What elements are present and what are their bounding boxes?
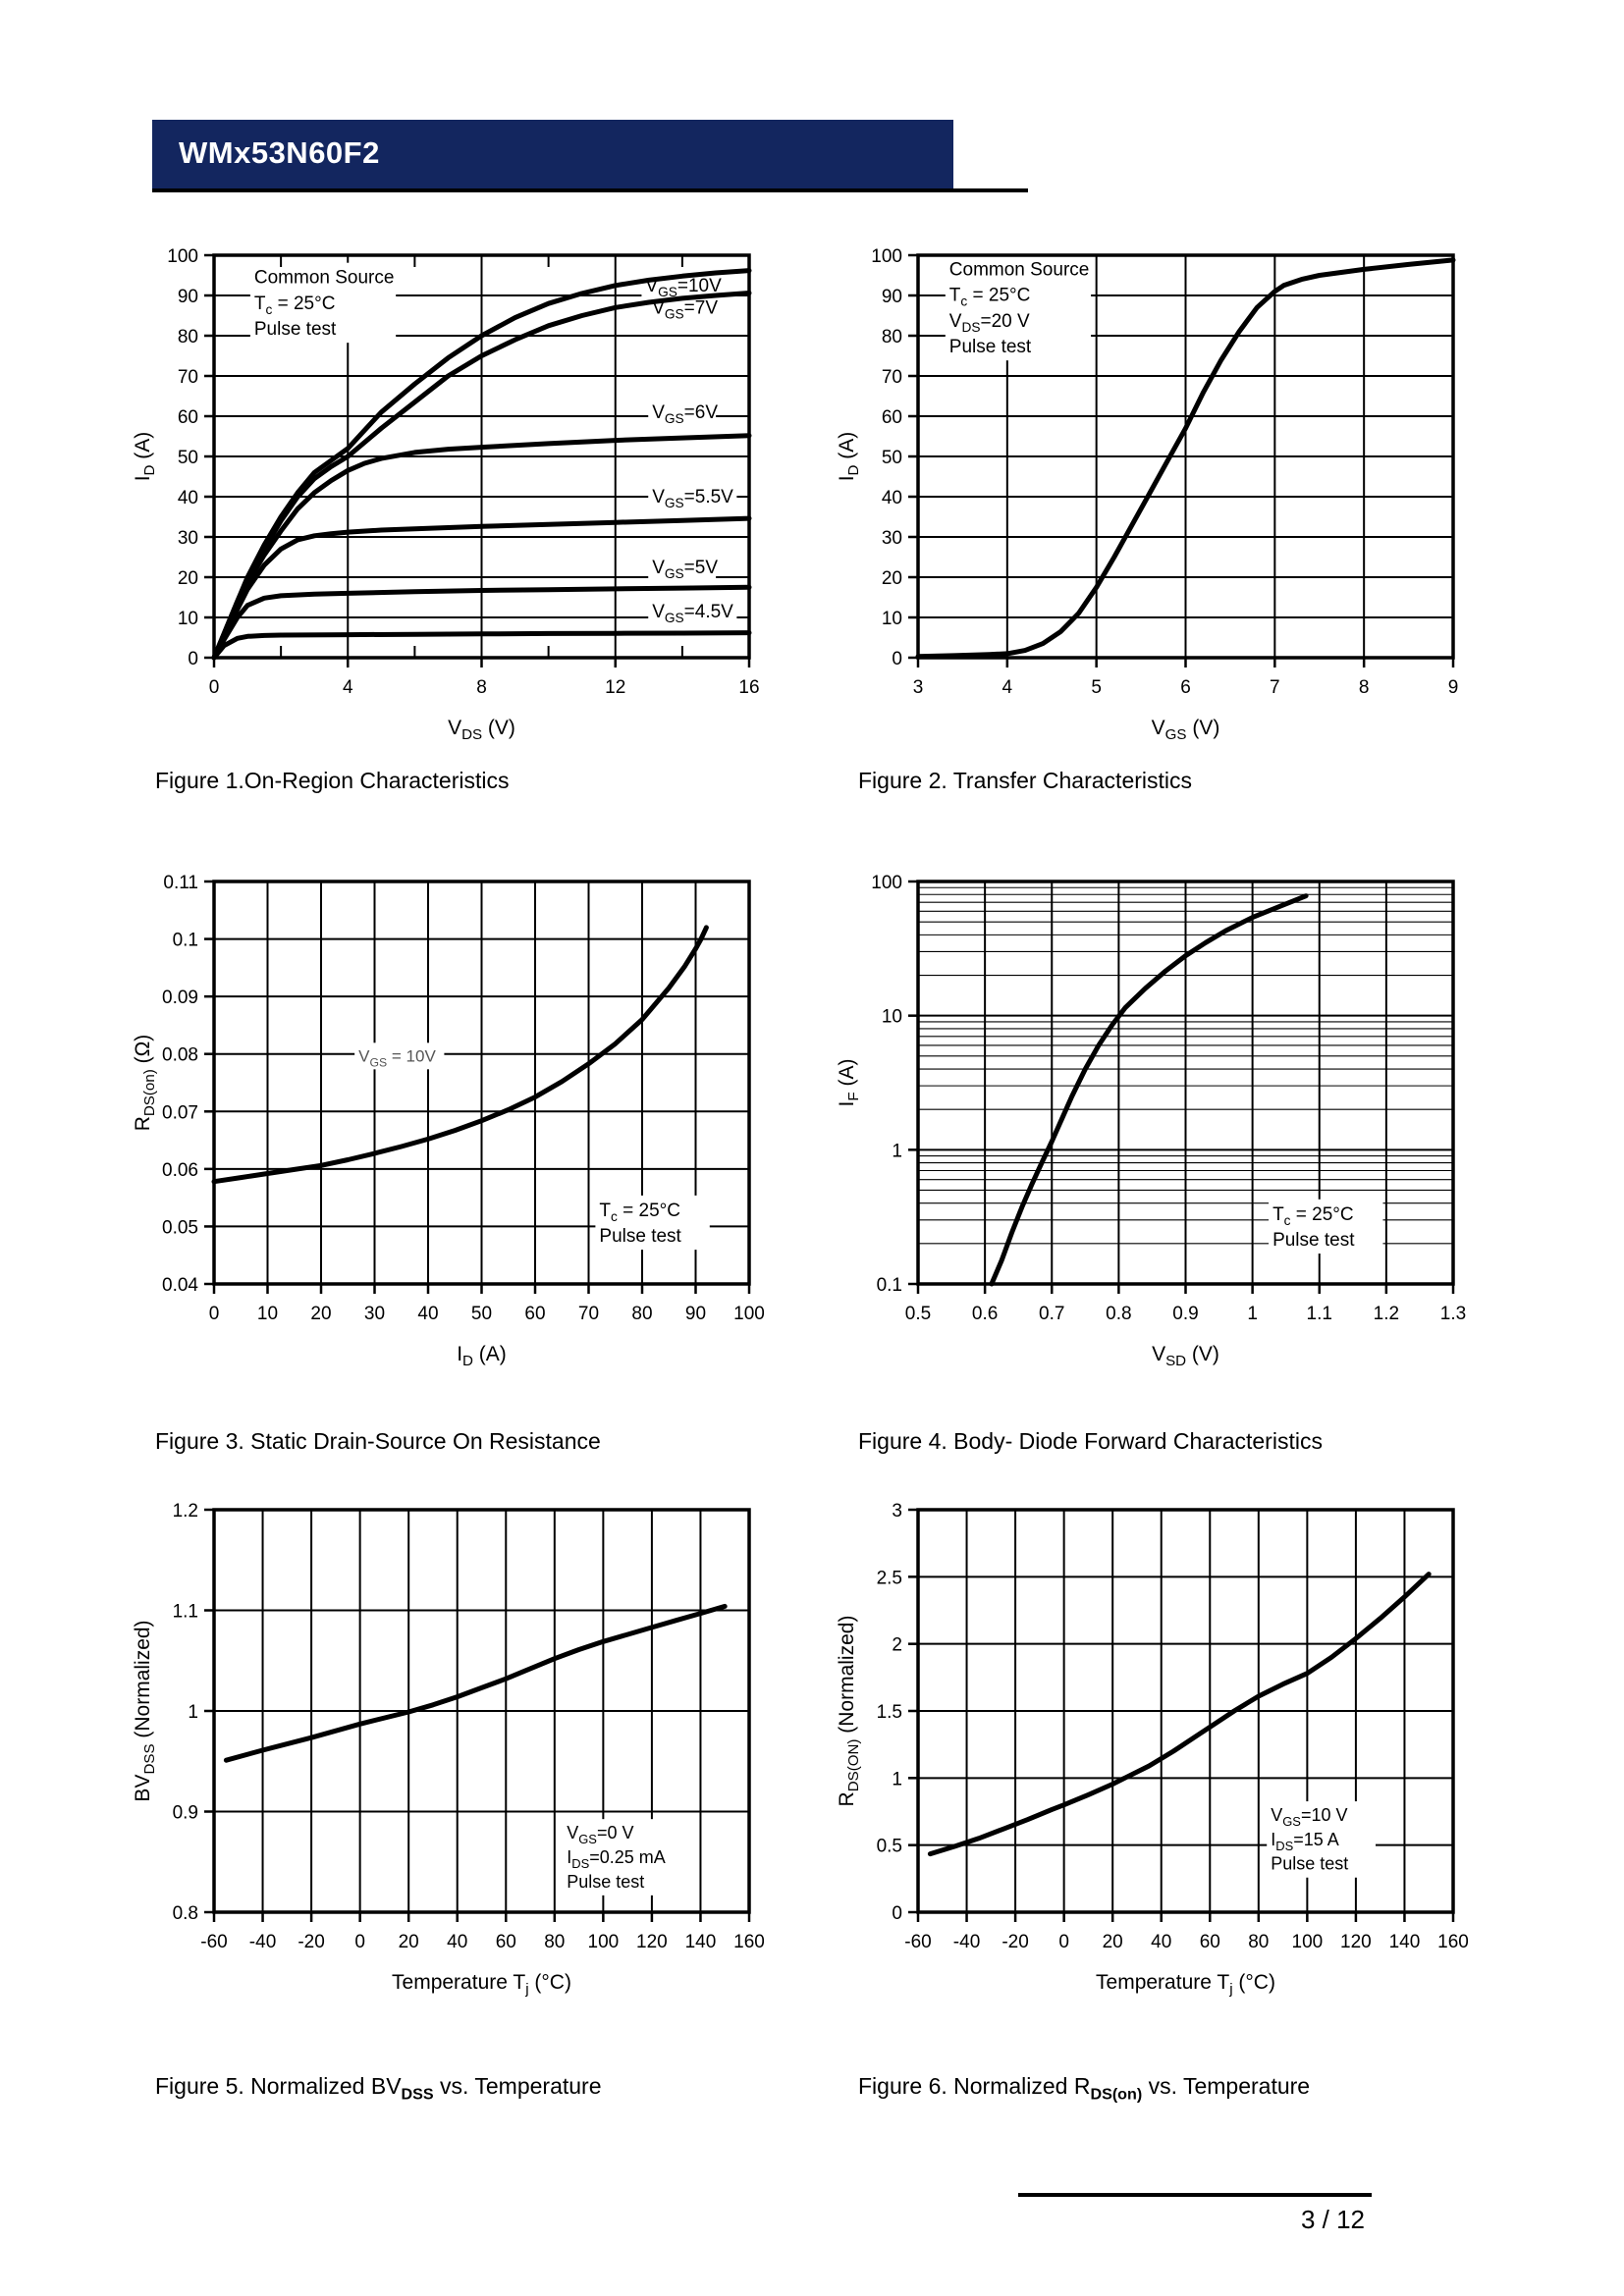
svg-text:VGS=6V: $V_{GS}=6V$ [652,402,719,427]
svg-text:Tc = 25°C: $T_c = 25^\circ C$ [948,285,1031,309]
svg-text:50: 50 [177,448,198,468]
svg-text:50: 50 [881,448,902,468]
svg-text:8: 8 [1358,677,1370,698]
svg-text:1: 1 [892,1141,902,1162]
svg-text:0.07: 0.07 [162,1102,198,1124]
svg-text:20: 20 [177,568,198,589]
svg-text:0.7: 0.7 [1039,1304,1065,1324]
svg-text:80: 80 [1248,1932,1270,1952]
page-header [152,120,953,188]
svg-text:40: 40 [177,488,198,508]
svg-text:BVDSS (Normalized): $BV_{DSS}$ (Normalized) [132,1620,158,1802]
svg-text:Pulse test: Pulse test [948,337,1032,358]
svg-text:VGS = 10V: $V_{GS} = 10V$ [358,1046,436,1070]
svg-text:10: 10 [881,1006,902,1028]
svg-text:10: 10 [881,609,902,629]
svg-text:100: 100 [1291,1932,1324,1952]
svg-text:RDS(ON) (Normalized): $R_{DS(ON)}$ (Normalized) [836,1615,862,1807]
figure-1-caption: Figure 1.On-Region Characteristics [155,768,510,793]
svg-text:100: 100 [871,246,902,267]
svg-text:60: 60 [177,407,198,428]
footer-divider [1018,2193,1372,2197]
svg-text:90: 90 [881,287,902,307]
svg-text:1.1: 1.1 [172,1601,198,1623]
svg-text:40: 40 [417,1304,439,1324]
svg-text:3: 3 [892,1501,902,1522]
svg-text:VGS=5V: $V_{GS}=5V$ [652,557,719,581]
figure-2-caption: Figure 2. Transfer Characteristics [858,768,1193,793]
svg-text:0.1: 0.1 [172,930,198,951]
svg-text:60: 60 [524,1304,546,1324]
svg-text:60: 60 [495,1932,516,1952]
svg-text:Tc = 25°C: $T_c = 25^\circ C$ [599,1200,680,1224]
svg-text:0.9: 0.9 [172,1802,198,1824]
svg-text:90: 90 [177,287,198,307]
svg-text:-40: -40 [248,1932,277,1952]
svg-text:1: 1 [1247,1304,1258,1324]
svg-text:0: 0 [208,1304,220,1324]
svg-text:-60: -60 [200,1932,228,1952]
svg-text:120: 120 [636,1932,668,1952]
figure-6 [820,1490,1507,2001]
svg-text:-60: -60 [904,1932,932,1952]
svg-text:VGS=10 V: $V_{GS}=10$ V [1271,1805,1348,1830]
svg-text:Tc = 25°C: $T_c = 25^\circ C$ [253,293,336,317]
figure-5-chart [116,1490,803,2005]
svg-text:70: 70 [577,1304,600,1324]
figure-2-chart [820,236,1507,751]
svg-text:16: 16 [738,677,760,698]
svg-text:ID (A): $I_D$ (A) [132,431,158,482]
svg-text:Temperature Tj (°C): Temperature $T_j$ (°C) [1096,1971,1275,1998]
figure-3-caption: Figure 3. Static Drain-Source On Resistance [155,1428,601,1454]
svg-text:VGS=0 V: $V_{GS}=0$ V [567,1823,634,1847]
svg-text:100: 100 [167,246,198,267]
svg-text:VDS (V): $V_{DS}$ (V) [448,717,515,743]
svg-text:0.8: 0.8 [1106,1304,1132,1324]
svg-text:100: 100 [587,1932,620,1952]
svg-text:Pulse test: Pulse test [1271,1853,1349,1874]
svg-text:RDS(on) (Ω): $R_{DS(on)}$ (Ω) [132,1034,158,1132]
svg-text:60: 60 [1199,1932,1220,1952]
svg-text:80: 80 [631,1304,653,1324]
svg-text:1.3: 1.3 [1439,1304,1467,1324]
svg-text:Pulse test: Pulse test [567,1871,645,1892]
svg-text:VGS=4.5V: $V_{GS}=4.5V$ [652,602,733,625]
svg-text:20: 20 [881,568,902,589]
svg-text:2: 2 [892,1634,902,1656]
svg-text:-20: -20 [1001,1932,1029,1952]
svg-text:Common Source: Common Source [948,259,1090,281]
figure-4-chart [820,862,1507,1377]
svg-text:20: 20 [1102,1932,1123,1952]
svg-text:160: 160 [1437,1932,1469,1952]
svg-text:0: 0 [892,1903,902,1924]
svg-text:VGS (V): $V_{GS}$ (V) [1151,717,1220,743]
svg-text:100: 100 [871,873,902,893]
svg-text:140: 140 [684,1932,717,1952]
svg-text:20: 20 [398,1932,419,1952]
svg-text:-40: -40 [952,1932,981,1952]
svg-text:0: 0 [188,649,198,669]
svg-text:0: 0 [208,677,220,698]
svg-text:30: 30 [363,1304,386,1324]
header-underline [152,188,1028,192]
svg-text:40: 40 [447,1932,468,1952]
svg-text:4: 4 [342,677,353,698]
svg-text:IDS=0.25 mA: $I_{DS}=0.25$ mA [567,1847,666,1872]
svg-text:30: 30 [881,528,902,549]
svg-text:0.04: 0.04 [162,1275,198,1296]
svg-text:0.11: 0.11 [163,873,198,893]
svg-text:Pulse test: Pulse test [1272,1230,1355,1252]
svg-text:5: 5 [1091,677,1102,698]
svg-text:0.1: 0.1 [876,1275,902,1296]
figure-4-caption: Figure 4. Body- Diode Forward Characteristics [858,1428,1323,1454]
svg-text:7: 7 [1270,677,1280,698]
svg-text:90: 90 [684,1304,707,1324]
svg-text:0.06: 0.06 [162,1159,198,1181]
svg-text:1.2: 1.2 [1373,1304,1400,1324]
svg-text:80: 80 [177,327,198,347]
svg-text:0.05: 0.05 [162,1217,198,1239]
svg-text:Common Source: Common Source [253,267,395,289]
svg-text:1.5: 1.5 [876,1702,902,1723]
svg-text:80: 80 [544,1932,566,1952]
figure-6-caption: Figure 6. Normalized $R_{DS(on)}$ vs. Temperature [858,2073,1311,2104]
svg-text:0.5: 0.5 [904,1304,932,1324]
figure-2 [820,236,1507,746]
svg-text:VSD (V): $V_{SD}$ (V) [1152,1343,1219,1369]
svg-text:1: 1 [892,1769,902,1790]
figure-1 [116,236,803,746]
svg-text:1: 1 [188,1702,198,1723]
svg-text:12: 12 [605,677,626,698]
svg-text:160: 160 [733,1932,765,1952]
svg-text:0.9: 0.9 [1172,1304,1199,1324]
svg-text:VDS=20 V: $V_{DS}=20$ V [948,310,1030,335]
figure-3 [116,862,803,1372]
svg-text:0: 0 [892,649,902,669]
svg-text:120: 120 [1340,1932,1372,1952]
svg-text:VGS=10V: $V_{GS}=10V$ [645,275,722,299]
svg-text:40: 40 [881,488,902,508]
svg-text:0: 0 [354,1932,365,1952]
svg-text:Pulse test: Pulse test [599,1226,681,1248]
svg-text:4: 4 [1001,677,1013,698]
svg-text:0: 0 [1058,1932,1069,1952]
svg-text:100: 100 [733,1304,765,1324]
figure-1-chart [116,236,803,751]
svg-text:140: 140 [1388,1932,1421,1952]
svg-text:70: 70 [177,367,198,388]
svg-text:10: 10 [256,1304,279,1324]
svg-text:2.5: 2.5 [876,1568,902,1589]
svg-text:IDS=15 A: $I_{DS}=15$ A [1271,1829,1339,1853]
svg-text:40: 40 [1151,1932,1172,1952]
svg-text:80: 80 [881,327,902,347]
svg-text:ID (A): $I_D$ (A) [836,431,862,482]
svg-text:Pulse test: Pulse test [253,319,337,341]
svg-text:30: 30 [177,528,198,549]
svg-text:-20: -20 [298,1932,325,1952]
svg-text:6: 6 [1180,677,1191,698]
svg-text:10: 10 [177,609,198,629]
svg-text:0.6: 0.6 [971,1304,999,1324]
svg-text:1.1: 1.1 [1306,1304,1332,1324]
svg-text:60: 60 [881,407,902,428]
figure-6-chart [820,1490,1507,2005]
figure-4 [820,862,1507,1372]
svg-text:50: 50 [470,1304,493,1324]
svg-text:VGS=5.5V: $V_{GS}=5.5V$ [652,487,733,511]
svg-text:3: 3 [912,677,924,698]
figure-3-chart [116,862,803,1377]
svg-text:70: 70 [881,367,902,388]
svg-text:VGS=7V: $V_{GS}=7V$ [652,297,719,322]
figure-5-caption: Figure 5. Normalized $BV_{DSS}$ vs. Temperature [155,2073,602,2104]
svg-text:ID (A): $I_D$ (A) [457,1343,507,1369]
page-title: WMx53N60F2 [179,135,380,170]
svg-text:0.09: 0.09 [162,988,198,1009]
figure-5 [116,1490,803,2001]
svg-text:IF (A): $I_F$ (A) [836,1058,862,1107]
svg-text:Tc = 25°C: $T_c = 25^\circ C$ [1272,1203,1354,1228]
svg-text:1.2: 1.2 [172,1501,198,1522]
svg-text:0.8: 0.8 [172,1903,198,1924]
svg-text:Temperature Tj (°C): Temperature $T_j$ (°C) [392,1971,571,1998]
svg-text:9: 9 [1447,677,1459,698]
svg-text:0.5: 0.5 [876,1836,902,1857]
page-number: 3 / 12 [1300,2205,1365,2234]
svg-text:20: 20 [310,1304,332,1324]
svg-text:8: 8 [476,677,487,698]
svg-text:0.08: 0.08 [162,1044,198,1066]
